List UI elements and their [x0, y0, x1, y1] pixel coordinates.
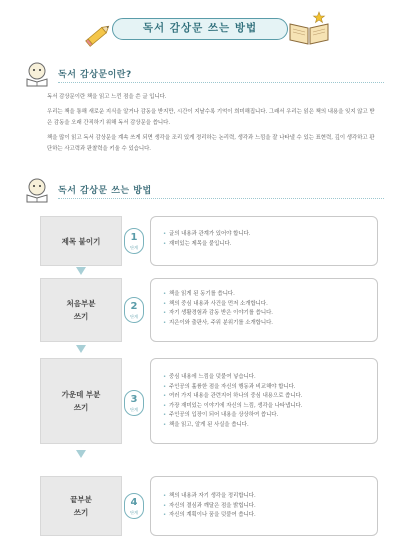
- step-item: • 자신의 결심과 깨달은 점을 밝힙니다.: [163, 502, 365, 512]
- step-number: 2: [130, 301, 138, 312]
- step-item: • 여러 가지 내용을 관련지어 하나의 중심 내용으로 씁니다.: [163, 392, 365, 402]
- step-details: [150, 358, 378, 444]
- step-number-badge: [124, 390, 144, 416]
- step-unit: 단계: [130, 510, 138, 515]
- step-item: • 책을 읽게 된 동기를 씁니다.: [163, 290, 365, 300]
- step-item: • 재미있는 제목을 붙입니다.: [163, 240, 365, 250]
- step-details: [150, 216, 378, 266]
- step-1: [40, 216, 378, 266]
- step-label-line: 쓰기: [73, 403, 89, 412]
- step-2: [40, 278, 378, 342]
- step-item: • 가장 재미있는 이야기에 자신의 느낌, 생각을 나타냅니다.: [163, 402, 365, 412]
- step-item: • 주인공의 훌륭한 점을 자신의 행동과 비교해야 합니다.: [163, 383, 365, 393]
- step-label: [40, 278, 122, 342]
- intro-paragraph: 독서 감상문이란 책을 읽고 느낀 점을 쓴 글 입니다.: [47, 94, 167, 100]
- intro-text: [47, 92, 377, 159]
- step-number: 1: [130, 232, 138, 243]
- reading-character-icon: [24, 177, 50, 203]
- step-label: [40, 476, 122, 536]
- step-label-line: 가운데 부분: [61, 390, 101, 399]
- step-item: • 지은이와 출판사, 주위 분위기를 소개합니다.: [163, 319, 365, 329]
- down-arrow-icon: [76, 267, 86, 275]
- step-label: [40, 216, 122, 266]
- step-item: • 주인공의 입장이 되어 내용을 상상하여 씁니다.: [163, 411, 365, 421]
- step-label-line: 제목 붙이기: [61, 236, 101, 246]
- step-unit: 단계: [130, 245, 138, 250]
- section-divider: [58, 81, 384, 83]
- reading-character-icon: [24, 61, 50, 87]
- step-item: • 자신의 계획이나 꿈을 덧붙여 씁니다.: [163, 511, 365, 521]
- down-arrow-icon: [76, 450, 86, 458]
- step-label-line: 쓰기: [73, 508, 89, 517]
- section-divider: [58, 197, 384, 199]
- intro-paragraph: 책을 많이 읽고 독서 감상문을 계속 쓰게 되면 생각을 조리 있게 정리하는 논리력, 생각과 느낌을 잘 나타낼 수 있는 표현력, 깊이 생각하고 판단하는 사고력과 판찰력을 키울 수 있습니다.: [47, 135, 375, 152]
- step-number: 4: [130, 497, 138, 508]
- intro-paragraph: 우리는 책을 통해 새로운 지식을 알거나 감동을 받지만, 시간이 지날수록 기억이 희미해집니다. 그래서 우리는 읽은 책의 내용을 잊지 않고 받은 감동을 오래 간직하기 위해 독서 감상문을 씁니다.: [47, 109, 375, 126]
- step-label-line: 쓰기: [73, 312, 89, 321]
- step-label: [40, 358, 122, 444]
- pencil-icon: [84, 20, 114, 50]
- step-item: • 책의 내용과 자기 생각을 정리합니다.: [163, 492, 365, 502]
- section-title: 독서 감상문이란?: [58, 70, 132, 80]
- page-header: [0, 0, 400, 58]
- step-unit: 단계: [130, 407, 138, 412]
- step-number-badge: [124, 297, 144, 323]
- step-item: • 글의 내용과 관계가 있어야 합니다.: [163, 230, 365, 240]
- step-unit: 단계: [130, 314, 138, 319]
- step-item: • 자기 생활경험과 감동 받은 이야기를 씁니다.: [163, 309, 365, 319]
- step-details: [150, 476, 378, 536]
- step-details: [150, 278, 378, 342]
- step-item: • 중심 내용에 느낌을 덧붙여 넣습니다.: [163, 373, 365, 383]
- step-number-badge: [124, 228, 144, 254]
- book-icon: [286, 10, 332, 46]
- section-how-to: [24, 180, 384, 202]
- step-label-line: 끝부분: [70, 495, 92, 504]
- down-arrow-icon: [76, 345, 86, 353]
- step-4: [40, 476, 378, 536]
- step-number: 3: [130, 394, 138, 405]
- section-what-is: [24, 64, 384, 86]
- step-3: [40, 358, 378, 444]
- step-label-line: 처음부분: [66, 299, 96, 308]
- section-title: 독서 감상문 쓰는 방법: [58, 186, 152, 196]
- page-title: 독서 감상문 쓰는 방법: [112, 18, 288, 40]
- step-item: • 책을 읽고, 알게 된 사실을 씁니다.: [163, 421, 365, 431]
- step-item: • 책의 중심 내용과 사건을 먼저 소개합니다.: [163, 300, 365, 310]
- step-number-badge: [124, 493, 144, 519]
